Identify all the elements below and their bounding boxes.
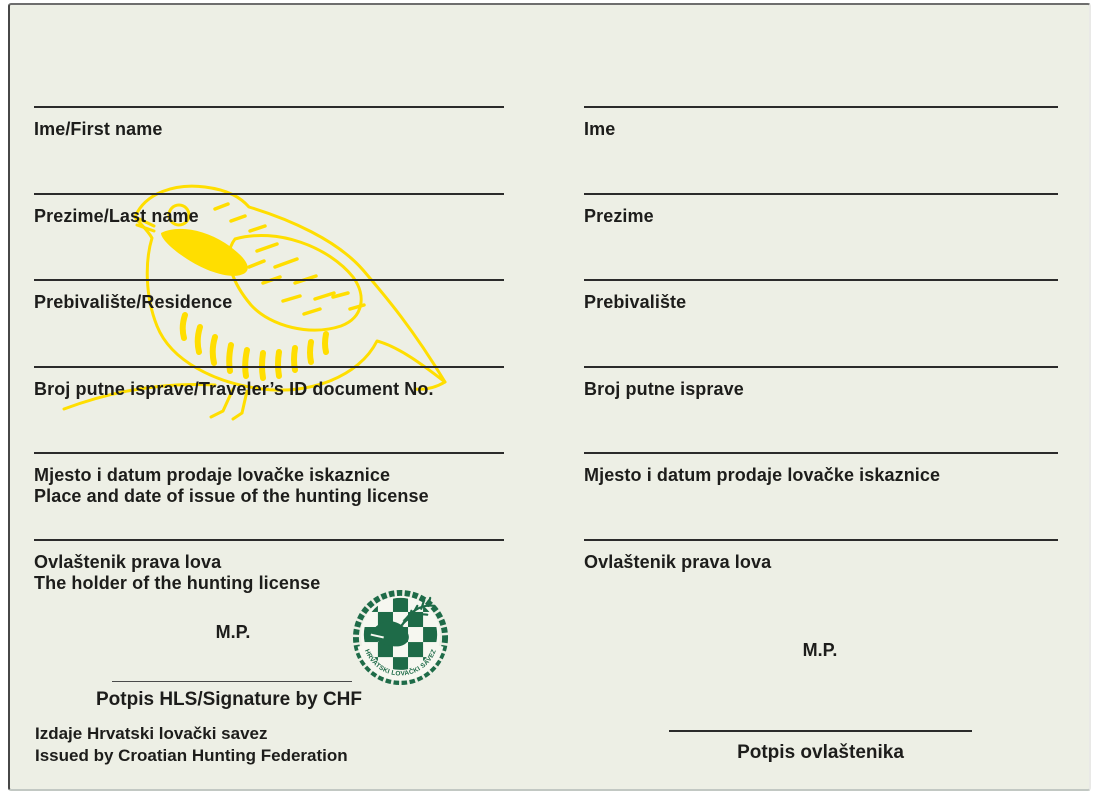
field-label: Prezime/Last name [34,206,199,226]
field-id-document-number-hr [584,366,1058,400]
field-first-name-hr [584,106,1058,140]
issuer-line-hr: Izdaje Hrvatski lovački savez [35,724,268,743]
field-label: Mjesto i datum prodaje lovačke iskaznice [584,465,941,485]
field-label: Ime [584,119,616,139]
field-last-name-hr [584,193,1058,227]
stamp-placeholder-left: M.P. [215,622,251,642]
issuer-note [35,723,348,766]
field-id-document-number [34,366,504,400]
field-label-en: The holder of the hunting license [34,573,321,593]
field-last-name [34,193,504,227]
field-label: Ime/First name [34,119,163,139]
chf-signature-caption: Potpis HLS/Signature by CHF [95,689,363,710]
field-label: Prebivalište/Residence [34,292,233,312]
field-label-en: Place and date of issue of the hunting license [34,486,429,506]
field-first-name [34,106,504,140]
hunting-federation-seal-icon [349,589,452,688]
field-place-date-of-issue [34,452,504,507]
field-label: Ovlaštenik prava lova [584,552,772,572]
holder-signature-line [669,730,972,732]
field-place-date-of-issue-hr [584,452,1058,486]
stamp-placeholder-right: M.P. [802,640,838,660]
hunting-license-card [8,3,1091,791]
field-label: Prezime [584,206,654,226]
field-license-holder-hr [584,539,1058,573]
field-residence-hr [584,279,1058,313]
field-label: Prebivalište [584,292,687,312]
chf-signature-line [112,681,352,682]
field-residence [34,279,504,313]
field-label: Broj putne isprave [584,379,744,399]
field-label: Mjesto i datum prodaje lovačke iskaznice [34,465,391,485]
issuer-line-en: Issued by Croatian Hunting Federation [35,745,348,765]
field-license-holder [34,539,504,594]
seal-ring-text: HRVATSKI LOVAČKI SAVEZ [363,648,438,678]
field-label: Ovlaštenik prava lova [34,552,222,572]
holder-signature-caption: Potpis ovlaštenika [737,742,904,763]
field-label: Broj putne isprave/Traveler’s ID document No. [34,379,434,399]
